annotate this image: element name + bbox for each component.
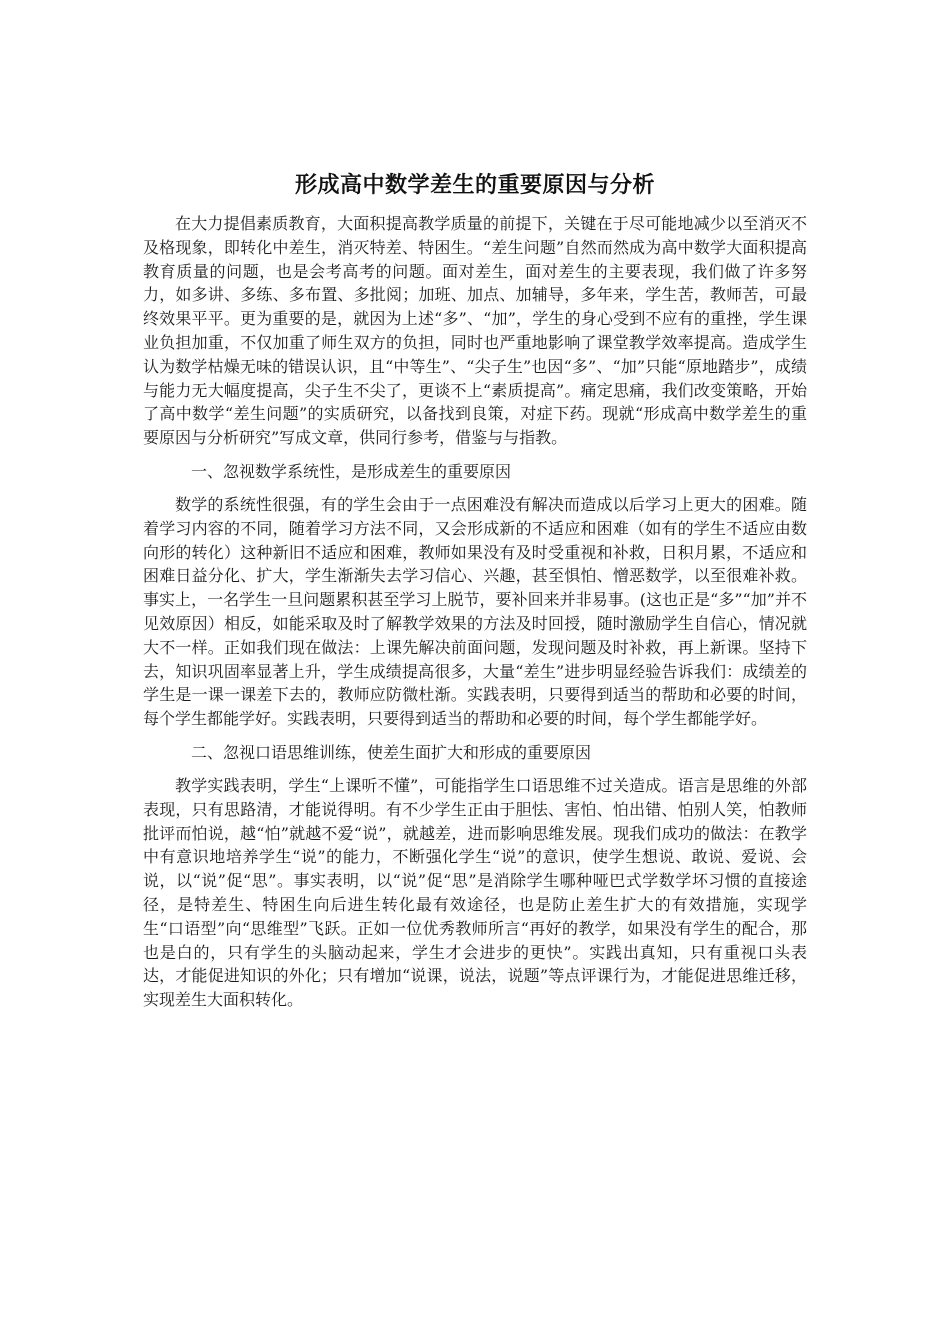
section-1-heading: 一、忽视数学系统性，是形成差生的重要原因 (191, 461, 512, 481)
section-2-body: 教学实践表明，学生“上课听不懂”，可能指学生口语思维不过关造成。语言是思维的外部表现，只有思路清，才能说得明。有不少学生正由于胆怯、害怕、怕出错、怕别人笑，怕教师批评而怕说，越“怕”就越不爱“说”，就越差，进而影响思维发展。现我们成功的做法：在教学中有意识地培养学生“说”的能力，不断强化学生“说”的意识，使学生想说、敢说、爱说、会说，以“说”促“思”。事实表明，以“说”促“思”是消除学生哪种哑巴式学数学坏习惯的直接途径，是特差生、特困生向后进生转化最有效途径，也是防止差生扩大的有效措施，实现学生“口语型”向“思维型”飞跃。正如一位优秀教师所言“再好的教学，如果没有学生的配合，那也是白的，只有学生的头脑动起来，学生才会进步的更快”。实践出真知，只有重视口头表达，才能促进知识的外化；只有增加“说课，说法，说题”等点评课行为，才能促进思维迁移，实现差生大面积转化。 (143, 775, 807, 1010)
section-1-body: 数学的系统性很强，有的学生会由于一点困难没有解决而造成以后学习上更大的困难。随着学习内容的不同，随着学习方法不同，又会形成新的不适应和困难（如有的学生不适应由数向形的转化）这种新旧不适应和困难，教师如果没有及时受重视和补救，日积月累，不适应和困难日益分化、扩大，学生渐渐失去学习信心、兴趣，甚至惧怕、憎恶数学，以至很难补救。事实上，一名学生一旦问题累积甚至学习上脱节，要补回来并非易事。(这也正是“多”“加”并不见效原因）相反，如能采取及时了解教学效果的方法及时回授，随时激励学生自信心，情况就大不一样。正如我们现在做法：上课先解决前面问题，发现问题及时补救，再上新课。坚持下去，知识巩固率显著上升，学生成绩提高很多，大量“差生”进步明显经验告诉我们：成绩差的学生是一课一课差下去的，教师应防微杜渐。实践表明，只要得到适当的帮助和必要的时间，每个学生都能学好。实践表明，只要得到适当的帮助和必要的时间，每个学生都能学好。 (143, 494, 807, 729)
intro-paragraph: 在大力提倡素质教育，大面积提高教学质量的前提下，关键在于尽可能地减少以至消灭不及格现象，即转化中差生，消灭特差、特困生。“差生问题”自然而然成为高中数学大面积提高教育质量的问题，也是会考高考的问题。面对差生，面对差生的主要表现，我们做了许多努力，如多讲、多练、多布置、多批阅；加班、加点、加辅导，多年来，学生苦，教师苦，可最终效果平平。更为重要的是，就因为上述“多”、“加”，学生的身心受到不应有的重挫，学生课业负担加重，不仅加重了师生双方的负担，同时也严重地影响了课堂教学效率提高。造成学生认为数学枯燥无味的错误认识，且“中等生”、“尖子生”也因“多”、“加”只能“原地踏步”，成绩与能力无大幅度提高，尖子生不尖了，更谈不上“素质提高”。痛定思痛，我们改变策略，开始了高中数学“差生问题”的实质研究，以备找到良策，对症下药。现就“形成高中数学差生的重要原因与分析研究”写成文章，供同行参考，借鉴与与指教。 (143, 214, 807, 448)
document-title: 形成高中数学差生的重要原因与分析 (294, 173, 655, 198)
section-2-heading: 二、忽视口语思维训练，使差生面扩大和形成的重要原因 (191, 742, 592, 762)
document-page (143, 168, 807, 1012)
